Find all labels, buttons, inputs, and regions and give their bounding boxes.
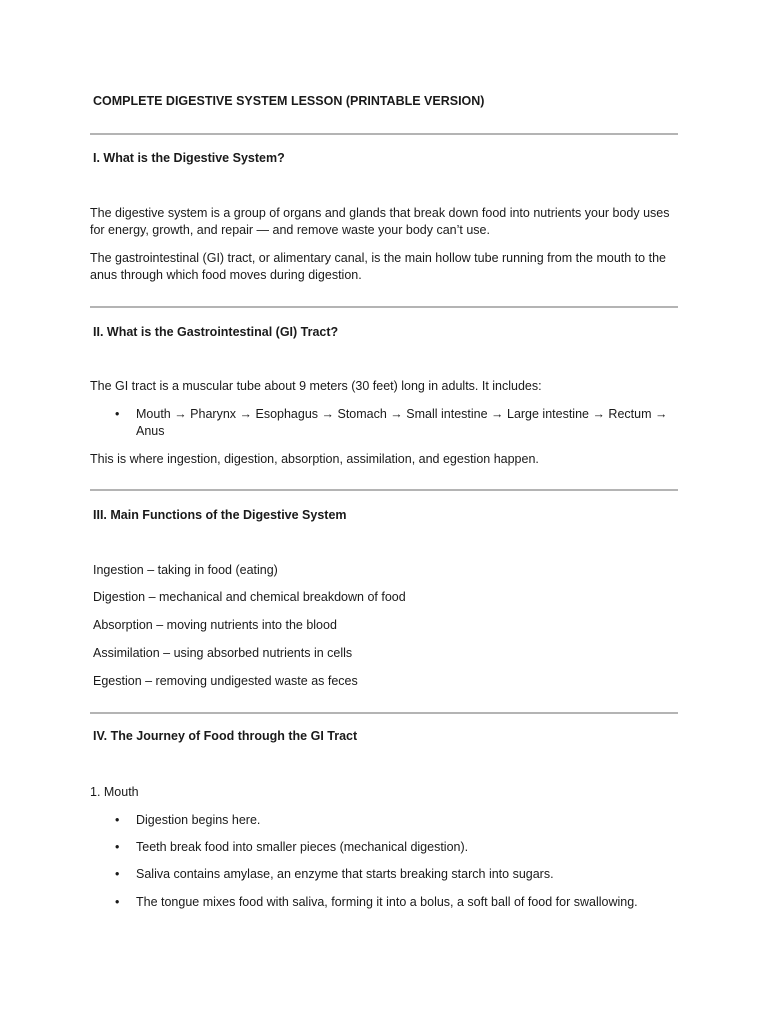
function-item: Egestion – removing undigested waste as feces — [93, 674, 358, 688]
section-2-heading: II. What is the Gastrointestinal (GI) Tract? — [93, 325, 339, 339]
list-item — [115, 406, 696, 440]
bullet-icon: • — [115, 813, 120, 827]
list-item — [115, 839, 696, 856]
section-2-outro: This is where ingestion, digestion, absorption, assimilation, and egestion happen. — [90, 452, 539, 466]
list-item-text: The tongue mixes food with saliva, forming it into a bolus, a soft ball of food for swallowing. — [136, 895, 638, 909]
section-2-intro: The GI tract is a muscular tube about 9 meters (30 feet) long in adults. It includes: — [90, 379, 542, 393]
list-item-text: Digestion begins here. — [136, 813, 261, 827]
section-4-heading: IV. The Journey of Food through the GI Tract — [93, 729, 358, 743]
list-item — [115, 866, 696, 883]
function-item: Ingestion – taking in food (eating) — [93, 563, 278, 577]
bullet-icon: • — [115, 867, 120, 881]
list-item — [115, 812, 696, 829]
section-divider — [90, 712, 678, 714]
list-item-text: Saliva contains amylase, an enzyme that starts breaking starch into sugars. — [136, 867, 554, 881]
list-item-text: Teeth break food into smaller pieces (mechanical digestion). — [136, 840, 469, 854]
section-divider — [90, 306, 678, 308]
bullet-icon: • — [115, 840, 120, 854]
section-divider — [90, 133, 678, 135]
document-title: COMPLETE DIGESTIVE SYSTEM LESSON (PRINTABLE VERSION) — [93, 94, 485, 108]
section-3-heading: III. Main Functions of the Digestive System — [93, 508, 347, 522]
bullet-icon: • — [115, 895, 120, 909]
function-item: Assimilation – using absorbed nutrients in cells — [93, 646, 353, 660]
section-divider — [90, 489, 678, 491]
function-item: Absorption – moving nutrients into the blood — [93, 618, 337, 632]
list-item-text: Mouth → Pharynx → Esophagus → Stomach → Small intestine → Large intestine → Rectum → Anus — [136, 407, 668, 438]
section-4-subheading: 1. Mouth — [90, 785, 139, 799]
section-1-heading: I. What is the Digestive System? — [93, 151, 285, 165]
function-item: Digestion – mechanical and chemical breakdown of food — [93, 590, 406, 604]
list-item — [115, 894, 696, 911]
bullet-icon: • — [115, 407, 120, 421]
section-1-paragraph: The digestive system is a group of organs and glands that break down food into nutrients your body uses for energy, growth, and repair — and remove waste your body can’t use. — [90, 206, 670, 237]
section-1-paragraph: The gastrointestinal (GI) tract, or alimentary canal, is the main hollow tube running from the mouth to the anus through which food moves during digestion. — [90, 251, 666, 282]
